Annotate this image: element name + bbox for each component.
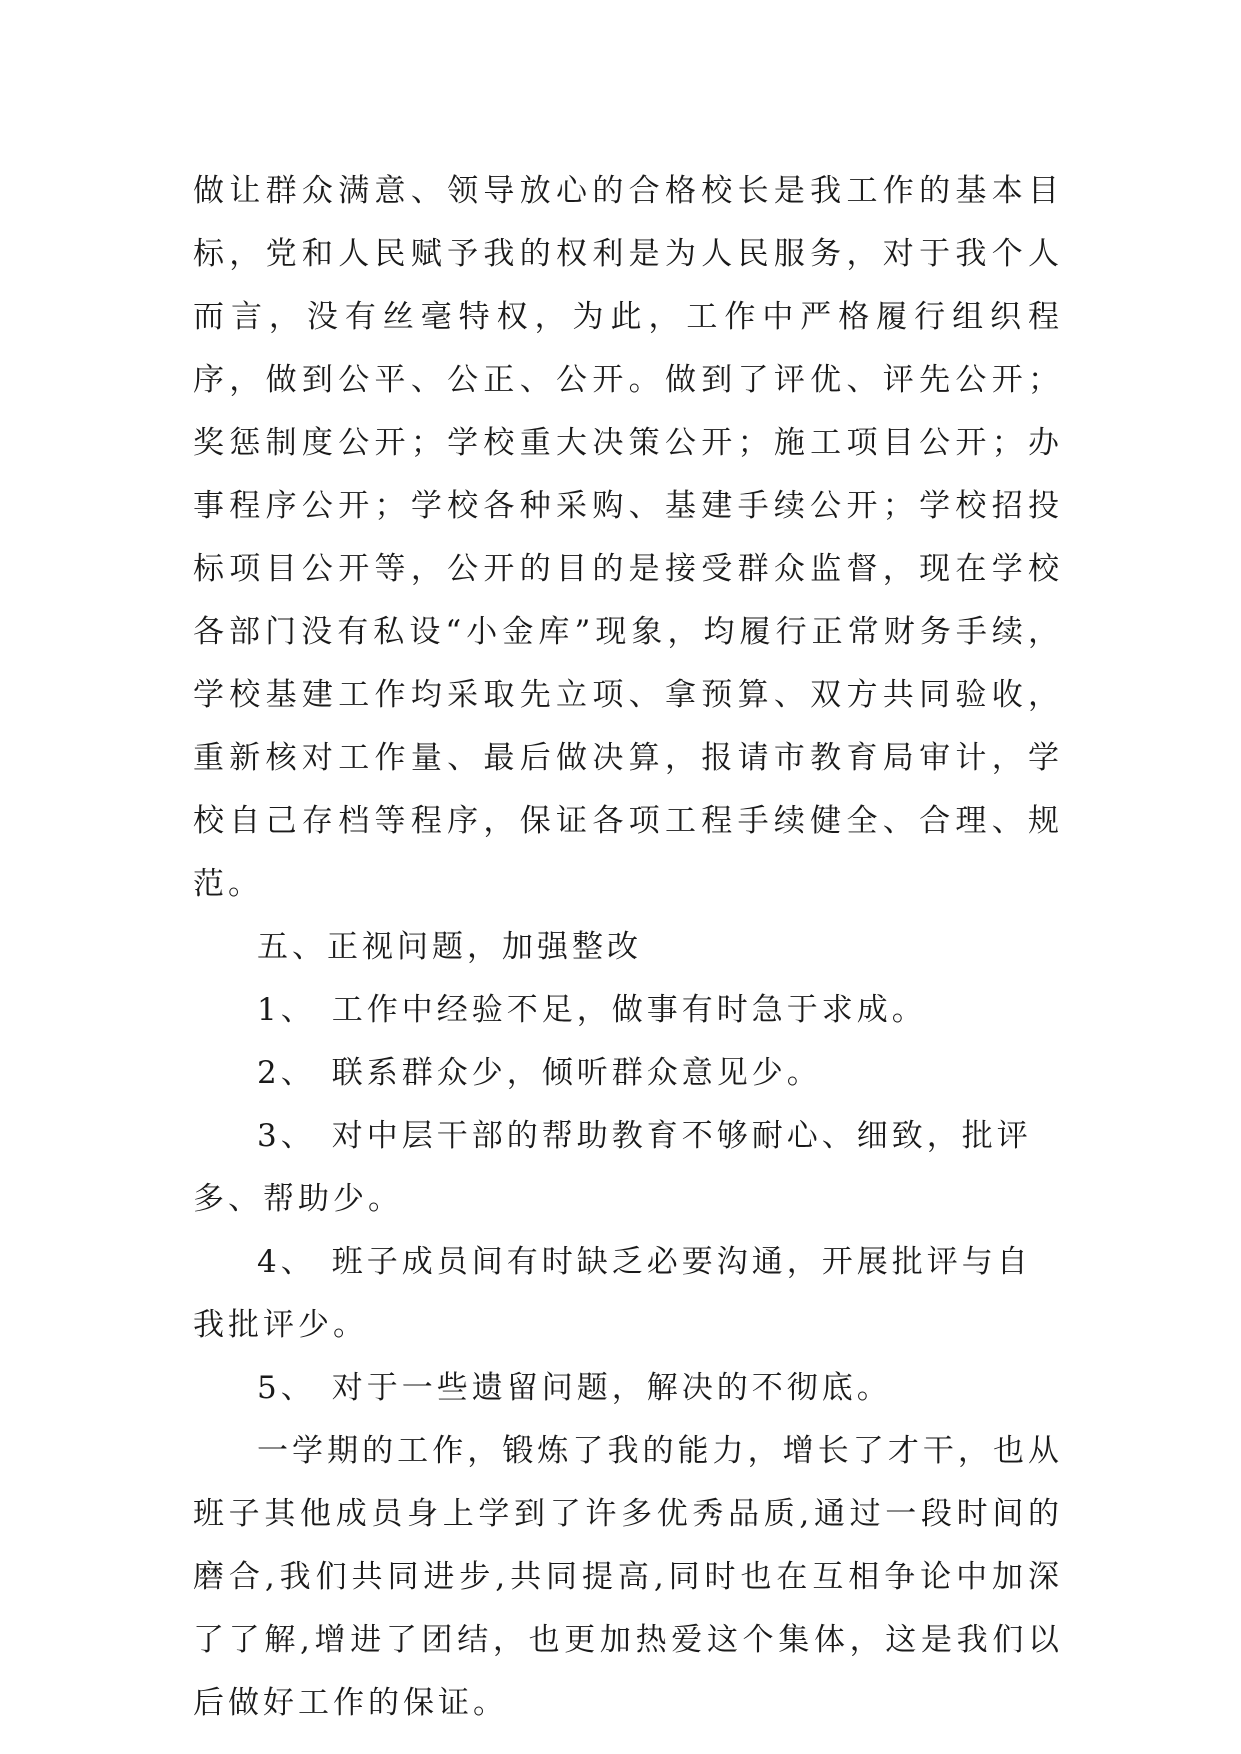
problem-number: 4、 [257, 1244, 316, 1280]
paragraph-public-affairs: 做让群众满意、领导放心的合格校长是我工作的基本目标，党和人民赋予我的权利是为人民服务，对于我个人而言，没有丝毫特权，为此，工作中严格履行组织程序，做到公平、公正、公开。做到了评优、评先公开；奖惩制度公开；学校重大决策公开；施工项目公开；办事程序公开；学校各种采购、基建手续公开；学校招投标项目公开等，公开的目的是接受群众监督，现在学校各部门没有私设“小金库”现象，均履行正常财务手续，学校基建工作均采取先立项、拿预算、双方共同验收，重新核对工作量、最后做决算，报请市教育局审计，学校自己存档等程序，保证各项工程手续健全、合理、规范。 [193, 173, 1063, 902]
problem-item-5 [193, 1357, 1063, 1420]
problem-text: 工作中经验不足，做事有时急于求成。 [331, 992, 927, 1028]
problem-text: 对于一些遗留问题，解决的不彻底。 [331, 1370, 892, 1406]
problem-number: 5、 [257, 1370, 316, 1406]
document-body [193, 160, 1063, 1735]
problem-text: 对中层干部的帮助教育不够耐心、细致，批评多、帮助少。 [193, 1118, 1032, 1217]
problem-item-1 [193, 979, 1063, 1042]
problem-item-4 [193, 1231, 1063, 1357]
problem-number: 3、 [257, 1118, 316, 1154]
problem-text: 班子成员间有时缺乏必要沟通，开展批评与自我批评少。 [193, 1244, 1032, 1343]
problem-item-2 [193, 1042, 1063, 1105]
problem-number: 2、 [257, 1055, 316, 1091]
section-heading: 五、正视问题，加强整改 [257, 929, 642, 965]
problem-item-3 [193, 1105, 1063, 1231]
closing-paragraph: 一学期的工作，锻炼了我的能力，增长了才干，也从班子其他成员身上学到了许多优秀品质,通过一段时间的磨合,我们共同进步,共同提高,同时也在互相争论中加深了了解,增进了团结，也更加热爱这个集体，这是我们以后做好工作的保证。 [193, 1433, 1063, 1721]
problem-number: 1、 [257, 992, 316, 1028]
problem-text: 联系群众少，倾听群众意见少。 [331, 1055, 822, 1091]
